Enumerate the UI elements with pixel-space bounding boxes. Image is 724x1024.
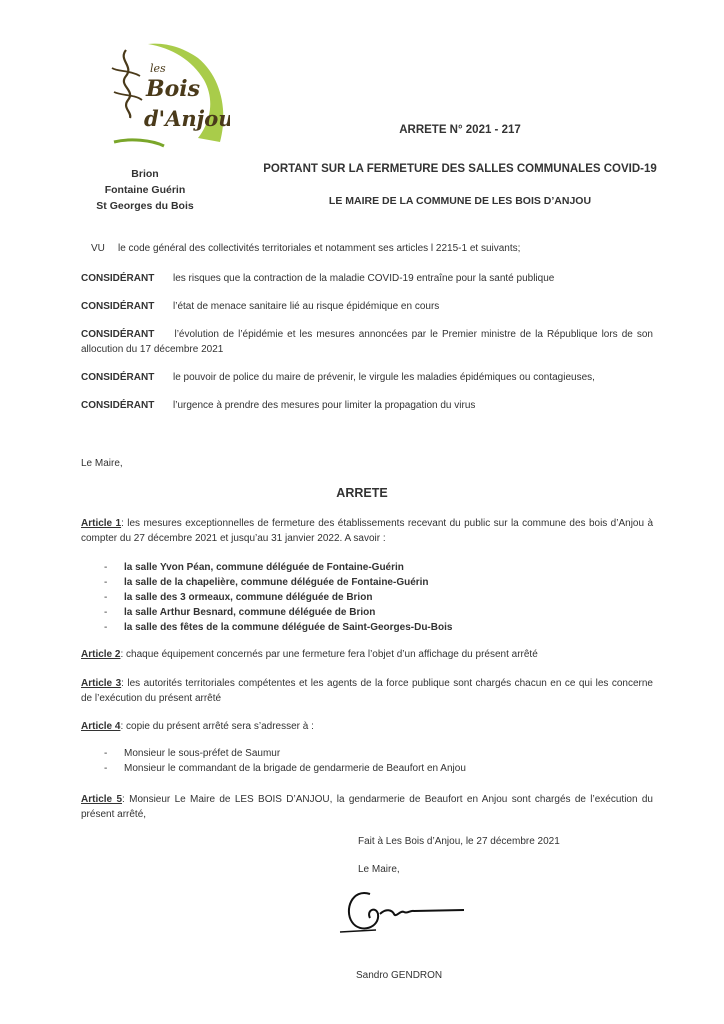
logo-text-anjou: d'Anjou (144, 106, 230, 131)
commune-logo (100, 42, 230, 152)
article-3 (81, 676, 653, 706)
article-2-text: : chaque équipement concernés par une fermeture fera l’objet d’un affichage du présent arrêté (120, 649, 538, 660)
list-dash: - (104, 562, 108, 573)
town-fontaine-guerin: Fontaine Guérin (104, 184, 186, 196)
le-maire-intro: Le Maire, (81, 458, 123, 469)
signatory-name: Sandro GENDRON (356, 970, 443, 981)
signature-graphic (336, 880, 476, 940)
article-1 (81, 516, 653, 546)
arrete-mayor-heading: LE MAIRE DE LA COMMUNE DE LES BOIS D’ANJOU (328, 195, 592, 207)
list-dash: - (104, 622, 108, 633)
list-dash: - (104, 577, 108, 588)
considerant-label: CONSIDÉRANT (81, 329, 155, 340)
vu-label: VU (91, 243, 105, 254)
list-item: la salle de la chapelière, commune déléguée de Fontaine-Guérin (124, 577, 429, 588)
salles-list (0, 560, 724, 640)
considerant-text: l’évolution de l’épidémie et les mesures annoncées par le Premier ministre de la République lors de son allocution du 17 décembre 2021 (81, 329, 653, 355)
article-3-text: : les autorités territoriales compétentes et les agents de la force publique sont chargés chacun en ce qui les concerne de l’exécution du présent arrêté (81, 678, 653, 704)
vu-text: le code général des collectivités territoriales et notamment ses articles l 2215-1 et suivants; (118, 243, 521, 254)
arrete-subject: PORTANT SUR LA FERMETURE DES SALLES COMMUNALES COVID-19 (263, 163, 657, 175)
logo-text-bois: Bois (146, 76, 201, 102)
list-item: la salle des fêtes de la commune déléguée de Saint-Georges-Du-Bois (124, 622, 453, 633)
considerant-label: CONSIDÉRANT (81, 400, 155, 411)
le-maire-signature-label: Le Maire, (358, 864, 400, 875)
considerant-text: le pouvoir de police du maire de prévenir, le virgule les maladies épidémiques ou contagieuses, (173, 372, 595, 383)
considerant-label: CONSIDÉRANT (81, 273, 155, 284)
considerant-label: CONSIDÉRANT (81, 372, 155, 383)
article-1-text: : les mesures exceptionnelles de fermeture des établissements recevant du public sur la commune des bois d’Anjou à compter du 27 décembre 2021 et jusqu’au 31 janvier 2022. A savoir : (81, 518, 654, 544)
article-1-label: Article 1 (81, 518, 122, 529)
list-dash: - (104, 607, 108, 618)
destinataires-list (0, 746, 724, 778)
article-5-label: Article 5 (81, 794, 123, 805)
logo-text-les: les (150, 62, 166, 75)
list-dash: - (104, 592, 108, 603)
article-4 (81, 719, 653, 734)
list-dash: - (104, 763, 108, 774)
list-item: la salle Yvon Péan, commune déléguée de Fontaine-Guérin (124, 562, 404, 573)
list-item: la salle Arthur Besnard, commune déléguée de Brion (124, 607, 376, 618)
article-3-label: Article 3 (81, 678, 122, 689)
article-4-label: Article 4 (81, 721, 121, 732)
article-2 (81, 647, 653, 662)
list-dash: - (104, 748, 108, 759)
considerant-label: CONSIDÉRANT (81, 301, 155, 312)
article-5-text: : Monsieur Le Maire de LES BOIS D’ANJOU, la gendarmerie de Beaufort en Anjou sont chargés de l’exécution du présent arrêté, (81, 794, 653, 820)
considerant-text: l’état de menace sanitaire lié au risque épidémique en cours (173, 301, 440, 312)
article-4-text: : copie du présent arrêté sera s’adresser à : (120, 721, 314, 732)
list-item: la salle des 3 ormeaux, commune déléguée de Brion (124, 592, 373, 603)
logo-graphic (100, 42, 230, 152)
arrete-title: ARRETE (336, 486, 388, 500)
considerant-text: l’urgence à prendre des mesures pour limiter la propagation du virus (173, 400, 476, 411)
town-st-georges: St Georges du Bois (96, 200, 194, 212)
list-item: Monsieur le sous-préfet de Saumur (124, 748, 281, 759)
article-5 (81, 792, 653, 822)
fait-a-date: Fait à Les Bois d’Anjou, le 27 décembre 2021 (358, 836, 560, 847)
town-brion: Brion (131, 168, 159, 180)
considerant-paragraph (81, 327, 653, 357)
considerant-text: les risques que la contraction de la maladie COVID-19 entraîne pour la santé publique (173, 273, 555, 284)
arrete-number: ARRETE N° 2021 - 217 (399, 124, 521, 136)
article-2-label: Article 2 (81, 649, 121, 660)
list-item: Monsieur le commandant de la brigade de gendarmerie de Beaufort en Anjou (124, 763, 466, 774)
